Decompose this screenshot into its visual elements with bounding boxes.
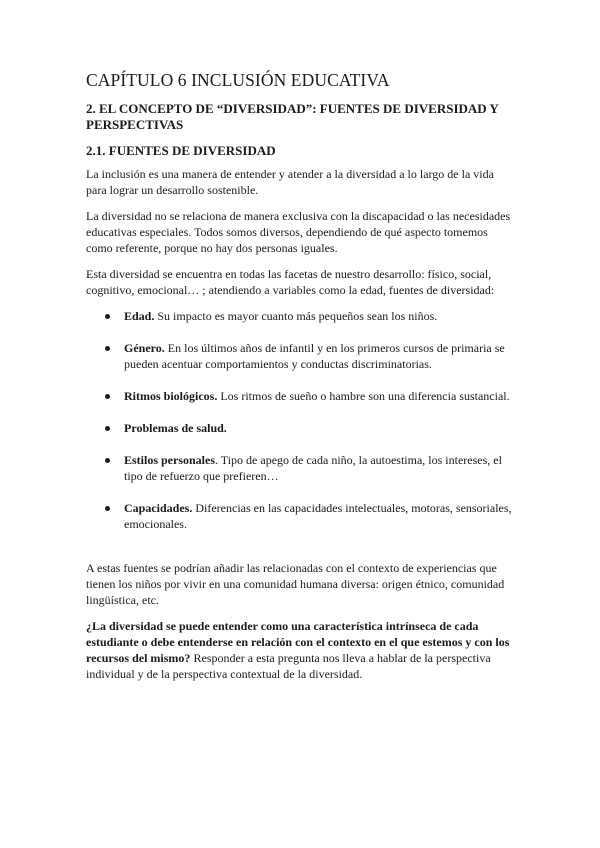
intro-paragraph: La inclusión es una manera de entender y atender a la diversidad a lo largo de la vida para lograr un desarrollo sostenible. bbox=[86, 167, 494, 197]
list-item-genero bbox=[86, 340, 514, 372]
bullet-icon bbox=[105, 426, 110, 431]
question-paragraph bbox=[86, 618, 514, 682]
list-item-text: . Tipo de apego de cada niño, la autoestima, los intereses, el tipo de refuerzo que prefieren… bbox=[124, 453, 502, 483]
bullet-icon bbox=[105, 346, 110, 351]
list-item-ritmos bbox=[86, 388, 514, 404]
list-item-estilos bbox=[86, 452, 514, 484]
diversity-paragraph: La diversidad no se relaciona de manera exclusiva con la discapacidad o las necesidades educativas especiales. Todos somos diversos, dependiendo de qué aspecto tomemos como referente, porque no hay dos personas iguales. bbox=[86, 209, 511, 255]
chapter-title: CAPÍTULO 6 INCLUSIÓN EDUCATIVA bbox=[86, 70, 390, 90]
bullet-icon bbox=[105, 394, 110, 399]
list-item-text: Los ritmos de sueño o hambre son una diferencia sustancial. bbox=[217, 389, 510, 403]
subsection-heading: 2.1. FUENTES DE DIVERSIDAD bbox=[86, 143, 276, 158]
question-answer-text: Responder a esta pregunta nos lleva a hablar de la perspectiva individual y de la perspectiva contextual de la diversidad. bbox=[86, 651, 491, 681]
question-text: ¿La diversidad se puede entender como una característica intrínseca de cada estudiante o debe entenderse en relación con el contexto en el que estemos y con los recursos del mismo? bbox=[86, 619, 510, 665]
list-item-capacidades bbox=[86, 500, 514, 532]
facets-paragraph: Esta diversidad se encuentra en todas las facetas de nuestro desarrollo: físico, social, cognitivo, emocional… ; atendiendo a variables como la edad, fuentes de diversidad: bbox=[86, 267, 495, 297]
list-item-text: Su impacto es mayor cuanto más pequeños sean los niños. bbox=[154, 309, 438, 323]
list-item-text: Diferencias en las capacidades intelectuales, motoras, sensoriales, emocionales. bbox=[124, 501, 512, 531]
list-item-term: Género. bbox=[124, 341, 165, 355]
closing-paragraph: A estas fuentes se podrían añadir las relacionadas con el contexto de experiencias que tienen los niños por vivir en una comunidad humana diversa: origen étnico, comunidad lingüística, etc. bbox=[86, 561, 505, 607]
bullet-icon bbox=[105, 314, 110, 319]
list-item-term: Capacidades. bbox=[124, 501, 193, 515]
bullet-icon bbox=[105, 506, 110, 511]
list-item-edad bbox=[86, 308, 514, 324]
bullet-icon bbox=[105, 458, 110, 463]
list-item-text: En los últimos años de infantil y en los primeros cursos de primaria se pueden acentuar comportamientos y conductas discriminatorias. bbox=[124, 341, 505, 371]
list-item-term: Ritmos biológicos. bbox=[124, 389, 218, 403]
list-item-term: Problemas de salud. bbox=[124, 421, 227, 435]
section-heading: 2. EL CONCEPTO DE “DIVERSIDAD”: FUENTES DE DIVERSIDAD Y PERSPECTIVAS bbox=[86, 101, 499, 132]
list-item-term: Edad. bbox=[124, 309, 155, 323]
diversity-sources-list bbox=[86, 308, 514, 532]
list-item-term: Estilos personales bbox=[124, 453, 216, 467]
list-item-salud bbox=[86, 420, 514, 436]
